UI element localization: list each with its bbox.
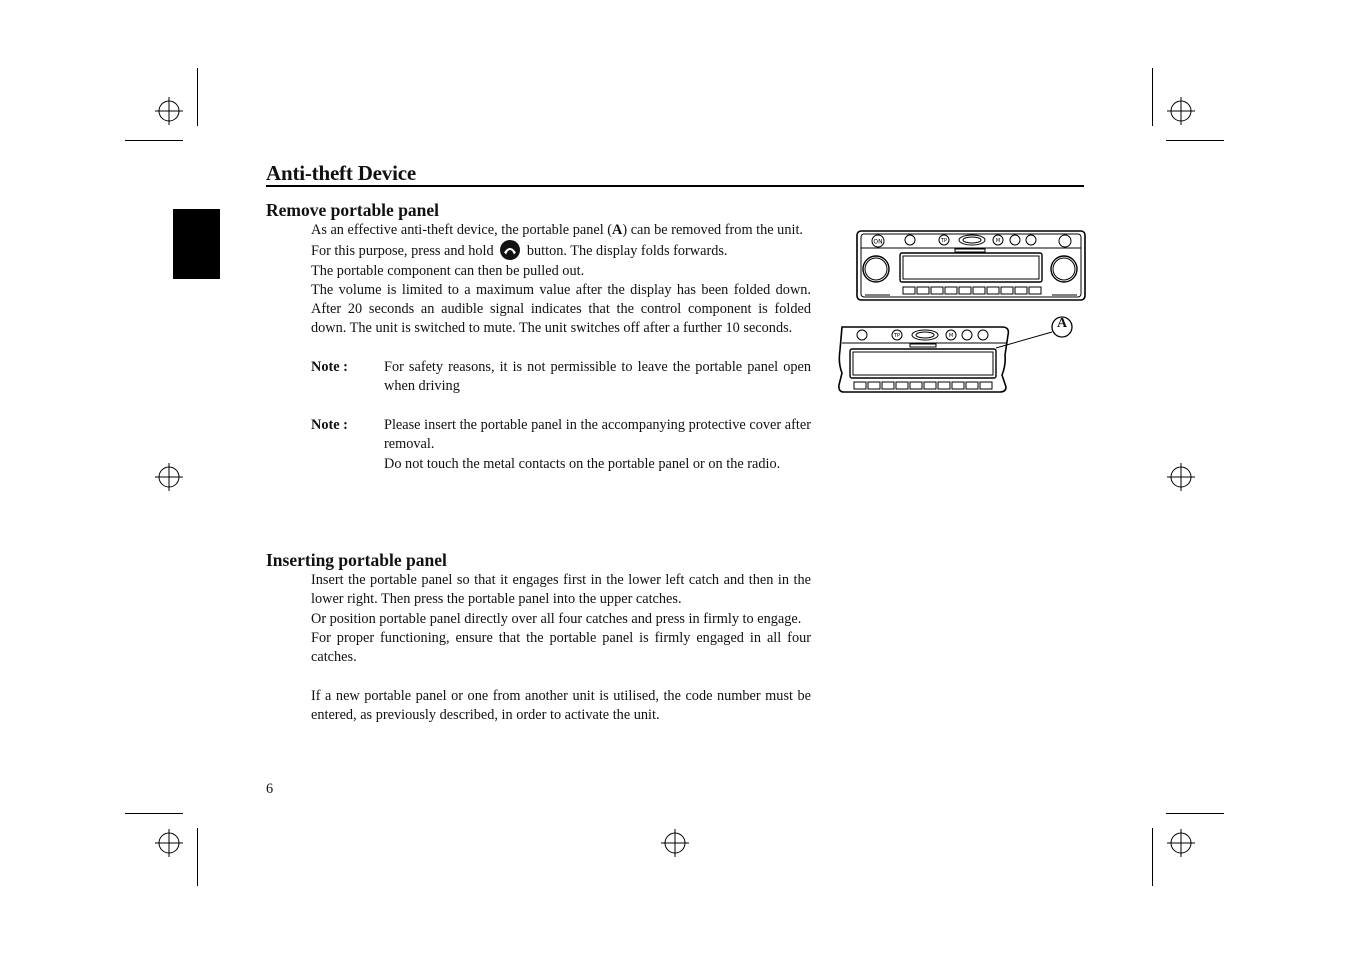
svg-text:M: M: [948, 333, 954, 339]
note-text: For safety reasons, it is not permissible to leave the portable panel open when driving: [384, 359, 811, 395]
remove-paragraph-1: As an effective anti-theft device, the portable panel (A) can be removed from the unit.: [311, 222, 803, 238]
svg-text:TP: TP: [940, 238, 948, 244]
note-label: Note :: [311, 359, 348, 376]
note-1: [311, 358, 811, 397]
note-text: Do not touch the metal contacts on the portable panel or on the radio.: [384, 455, 781, 472]
callout-label: A: [1056, 316, 1068, 331]
registration-mark-icon: [661, 829, 689, 857]
registration-mark-icon: [155, 97, 183, 125]
note-2: [311, 416, 811, 474]
registration-mark-icon: [155, 463, 183, 491]
remove-heading: Remove portable panel: [266, 200, 440, 220]
remove-section-body: [311, 221, 811, 474]
radio-panel-illustration: [830, 225, 1090, 400]
insert-section-body: [311, 571, 811, 725]
portable-panel-drawing: [839, 327, 1009, 392]
page-title: Anti-theft Device: [266, 161, 416, 185]
callout-leader-line: [996, 332, 1052, 348]
remove-paragraph-4: The volume is limited to a maximum value after the display has been folded down. After 20 seconds an audible signal indicates that the control component is folded down. The unit is switched to mute. The unit switches off after a further 10 seconds.: [311, 281, 811, 337]
insert-paragraph-4: If a new portable panel or one from another unit is utilised, the code number must be entered, as previously described, in order to activate the unit.: [311, 687, 811, 724]
insert-heading: Inserting portable panel: [266, 550, 447, 570]
registration-mark-icon: [1167, 97, 1195, 125]
remove-paragraph-2: For this purpose, press and hold button. The display folds forwards.: [311, 240, 811, 261]
insert-paragraph-3: For proper functioning, ensure that the portable panel is firmly engaged in all four catches.: [311, 629, 811, 666]
radio-unit-drawing: [857, 231, 1085, 300]
title-rule: [266, 185, 1084, 187]
registration-mark-icon: [1167, 463, 1195, 491]
svg-text:ON: ON: [873, 238, 883, 246]
registration-mark-icon: [1167, 829, 1195, 857]
remove-paragraph-3: The portable component can then be pulled out.: [311, 262, 585, 279]
insert-paragraph-2: Or position portable panel directly over all four catches and press in firmly to engage.: [311, 610, 802, 627]
chapter-tab: [173, 209, 220, 279]
page-number: 6: [266, 781, 274, 797]
note-label: Note :: [311, 416, 348, 433]
insert-paragraph-1: Insert the portable panel so that it engages first in the lower left catch and then in the lower right. Then press the portable panel into the upper catches.: [311, 572, 811, 608]
note-text: Please insert the portable panel in the accompanying protective cover after removal.: [384, 416, 811, 453]
registration-mark-icon: [155, 829, 183, 857]
svg-text:TP: TP: [893, 333, 901, 339]
svg-text:M: M: [995, 238, 1001, 244]
panel-release-icon: [500, 240, 520, 260]
